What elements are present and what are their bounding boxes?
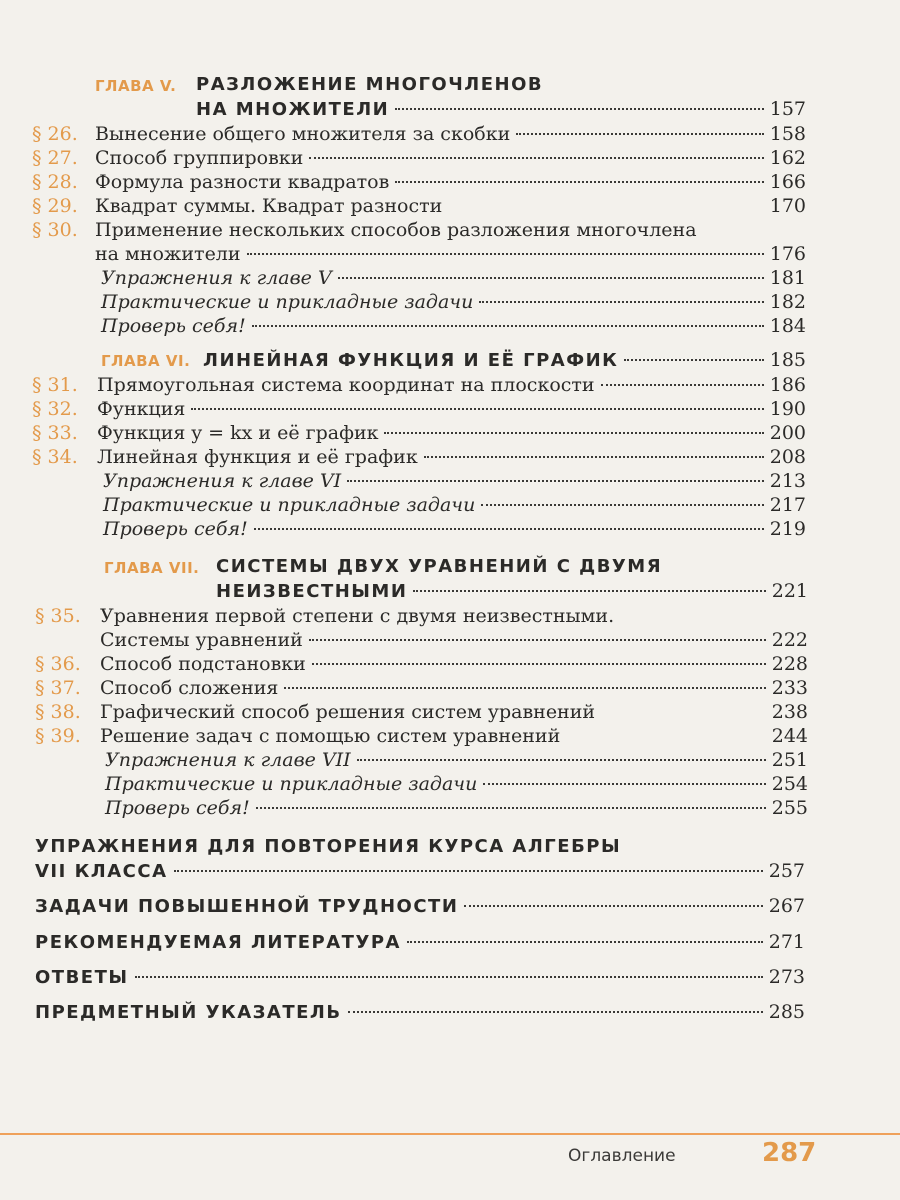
toc-entry[interactable]: Уравнения первой степени с двумя неизвестными. (100, 605, 615, 627)
dot-leader (312, 663, 766, 665)
section-number: § 32. (32, 398, 78, 420)
dot-leader (424, 456, 764, 458)
dot-leader (284, 687, 765, 689)
page-number: 213 (769, 470, 806, 492)
toc-entry-backmatter[interactable]: ПРЕДМЕТНЫЙ УКАЗАТЕЛЬ 285 (35, 1001, 805, 1023)
page-number: 176 (769, 243, 806, 265)
toc-entry[interactable]: Применение нескольких способов разложения многочлена (95, 219, 697, 241)
section-number: § 34. (32, 446, 78, 468)
page-number: 251 (771, 749, 808, 771)
page-number: 221 (771, 580, 808, 602)
toc-entry-backmatter[interactable]: VII КЛАССА 257 (35, 860, 805, 882)
toc-entry[interactable]: Формула разности квадратов 166 (95, 171, 806, 193)
dot-leader (624, 359, 763, 361)
toc-entry-chapter[interactable]: НА МНОЖИТЕЛИ 157 (196, 98, 806, 120)
dot-leader (407, 941, 763, 943)
page-number: 200 (769, 422, 806, 444)
section-number: § 30. (32, 219, 78, 241)
dot-leader (479, 301, 763, 303)
page-number: 166 (769, 171, 806, 193)
section-number: § 38. (35, 701, 81, 723)
dot-leader (174, 870, 763, 872)
page-number: 255 (771, 797, 808, 819)
dot-leader (464, 905, 762, 907)
page-number: 185 (769, 349, 806, 371)
toc-entry[interactable]: Вынесение общего множителя за скобки 158 (95, 123, 806, 145)
toc-entry-backmatter[interactable]: УПРАЖНЕНИЯ ДЛЯ ПОВТОРЕНИЯ КУРСА АЛГЕБРЫ (35, 836, 622, 857)
dot-leader (252, 325, 764, 327)
toc-entry-extra[interactable]: Упражнения к главе V 181 (101, 267, 806, 289)
page-number: 244 (771, 725, 808, 747)
page-number: 285 (768, 1001, 805, 1023)
page-number: 254 (771, 773, 808, 795)
page-number: 184 (769, 315, 806, 337)
page-number: 190 (769, 398, 806, 420)
section-number: § 27. (32, 147, 78, 169)
toc-entry[interactable]: Графический способ решения систем уравнений 238 (100, 701, 808, 723)
toc-entry-chapter[interactable]: ЛИНЕЙНАЯ ФУНКЦИЯ И ЕЁ ГРАФИК 185 (203, 349, 806, 371)
page-number: 228 (771, 653, 808, 675)
chapter-label: ГЛАВА VI. (101, 352, 191, 370)
toc-entry[interactable]: Способ группировки 162 (95, 147, 806, 169)
page-number: 217 (769, 494, 806, 516)
section-number: § 31. (32, 374, 78, 396)
toc-entry-backmatter[interactable]: ЗАДАЧИ ПОВЫШЕННОЙ ТРУДНОСТИ 267 (35, 895, 805, 917)
page-number: 157 (769, 98, 806, 120)
toc-entry-extra[interactable]: Упражнения к главе VI 213 (103, 470, 806, 492)
chapter-title: СИСТЕМЫ ДВУХ УРАВНЕНИЙ С ДВУМЯ (216, 556, 663, 577)
dot-leader (413, 590, 765, 592)
page-number: 238 (771, 701, 808, 723)
toc-entry-extra[interactable]: Проверь себя! 255 (105, 797, 808, 819)
toc-entry-backmatter[interactable]: РЕКОМЕНДУЕМАЯ ЛИТЕРАТУРА 271 (35, 931, 805, 953)
section-number: § 26. (32, 123, 78, 145)
toc-entry-chapter[interactable]: НЕИЗВЕСТНЫМИ 221 (216, 580, 808, 602)
dot-leader (395, 108, 764, 110)
section-number: § 37. (35, 677, 81, 699)
dot-leader (395, 181, 763, 183)
footer-rule (0, 1133, 900, 1135)
page-number: 219 (769, 518, 806, 540)
toc-entry[interactable]: Способ подстановки 228 (100, 653, 808, 675)
page-number: 208 (769, 446, 806, 468)
dot-leader (357, 759, 766, 761)
dot-leader (254, 528, 764, 530)
page-number: 267 (768, 895, 805, 917)
dot-leader (191, 408, 763, 410)
toc-entry-continuation[interactable]: на множители 176 (95, 243, 806, 265)
toc-entry[interactable]: Квадрат суммы. Квадрат разности 170 (95, 195, 806, 217)
footer-page-number: 287 (762, 1138, 817, 1168)
page-number: 186 (769, 374, 806, 396)
toc-entry-extra[interactable]: Проверь себя! 219 (103, 518, 806, 540)
dot-leader (384, 432, 763, 434)
chapter-label: ГЛАВА V. (95, 77, 177, 95)
dot-leader (348, 1011, 763, 1013)
page-number: 170 (769, 195, 806, 217)
toc-entry[interactable]: Линейная функция и её график 208 (97, 446, 806, 468)
section-number: § 39. (35, 725, 81, 747)
chapter-title: РАЗЛОЖЕНИЕ МНОГОЧЛЕНОВ (196, 74, 544, 95)
page-number: 257 (768, 860, 805, 882)
dot-leader (481, 504, 763, 506)
section-number: § 28. (32, 171, 78, 193)
section-number: § 29. (32, 195, 78, 217)
dot-leader (309, 157, 763, 159)
chapter-label: ГЛАВА VII. (104, 559, 200, 577)
toc-entry[interactable]: Прямоугольная система координат на плоскости 186 (97, 374, 806, 396)
toc-entry-backmatter[interactable]: ОТВЕТЫ 273 (35, 966, 805, 988)
page-number: 271 (768, 931, 805, 953)
toc-entry[interactable]: Способ сложения 233 (100, 677, 808, 699)
page-number: 158 (769, 123, 806, 145)
dot-leader (135, 976, 763, 978)
toc-entry[interactable]: Функция y = kx и её график 200 (97, 422, 806, 444)
page-number: 182 (769, 291, 806, 313)
page-number: 181 (769, 267, 806, 289)
dot-leader (347, 480, 764, 482)
toc-entry[interactable]: Решение задач с помощью систем уравнений 244 (100, 725, 808, 747)
page-number: 233 (771, 677, 808, 699)
toc-entry-extra[interactable]: Практические и прикладные задачи 182 (101, 291, 806, 313)
section-number: § 36. (35, 653, 81, 675)
toc-entry-continuation[interactable]: Системы уравнений 222 (100, 629, 808, 651)
dot-leader (338, 277, 764, 279)
section-number: § 33. (32, 422, 78, 444)
toc-entry-extra[interactable]: Проверь себя! 184 (101, 315, 806, 337)
page-number: 222 (771, 629, 808, 651)
dot-leader (483, 783, 765, 785)
page-number: 273 (768, 966, 805, 988)
dot-leader (247, 253, 764, 255)
toc-entry-extra[interactable]: Практические и прикладные задачи 217 (103, 494, 806, 516)
dot-leader (601, 384, 764, 386)
toc-entry[interactable]: Функция 190 (97, 398, 806, 420)
footer-section-label: Оглавление (568, 1146, 676, 1166)
dot-leader (516, 133, 763, 135)
dot-leader (256, 807, 766, 809)
dot-leader (309, 639, 766, 641)
page-number: 162 (769, 147, 806, 169)
toc-entry-extra[interactable]: Практические и прикладные задачи 254 (105, 773, 808, 795)
toc-entry-extra[interactable]: Упражнения к главе VII 251 (105, 749, 808, 771)
section-number: § 35. (35, 605, 81, 627)
